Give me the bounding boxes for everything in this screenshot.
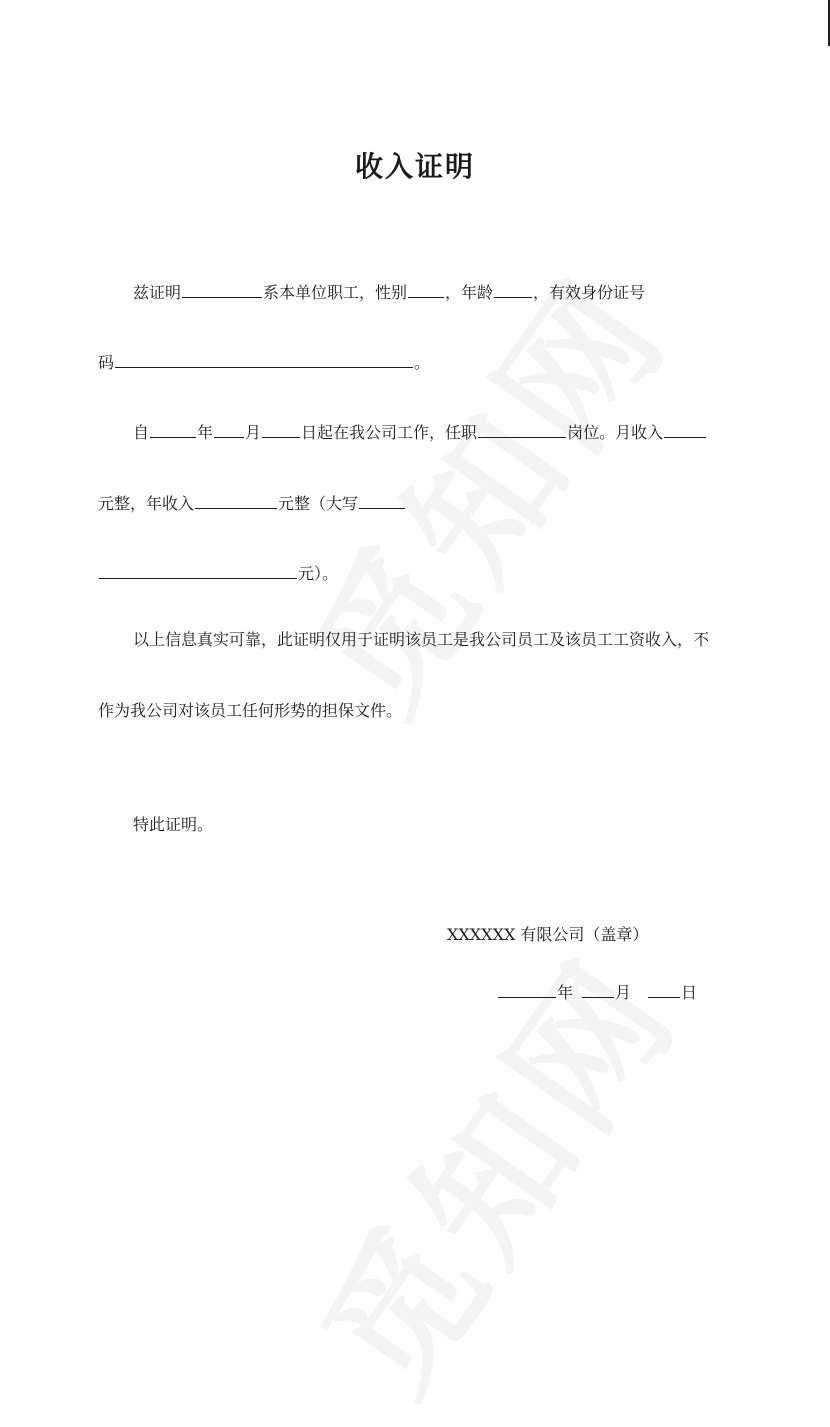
text-segment: 岗位。月收入: [567, 423, 664, 442]
paragraph-3-line-1: 以上信息真实可靠，此证明仅用于证明该员工是我公司员工及该员工工资收入，不: [133, 630, 710, 649]
text-segment: 月: [245, 423, 262, 442]
text-segment: 自: [133, 423, 150, 442]
position-blank[interactable]: [478, 421, 566, 438]
paragraph-1-line-1: [133, 281, 645, 305]
text-segment: 日起在我公司工作，任职: [301, 423, 478, 442]
start-month-blank[interactable]: [214, 421, 244, 438]
name-blank[interactable]: [182, 281, 262, 298]
text-segment: 年: [557, 983, 574, 1002]
closing-statement: 特此证明。: [133, 815, 214, 834]
text-segment: 元）。: [298, 564, 339, 583]
start-year-blank[interactable]: [150, 421, 196, 438]
paragraph-2-line-1: [133, 421, 707, 445]
text-segment: 月: [615, 983, 632, 1002]
sign-day-blank[interactable]: [648, 981, 680, 998]
paragraph-2-line-2: [98, 492, 406, 516]
document-title: 收入证明: [354, 150, 475, 183]
text-segment: 码: [98, 353, 115, 372]
paragraph-1-line-2: [98, 351, 430, 375]
gender-blank[interactable]: [408, 281, 444, 298]
annual-income-blank[interactable]: [195, 492, 277, 509]
text-segment: 日: [681, 983, 698, 1002]
text-segment: ，年龄: [445, 283, 494, 302]
paragraph-3-line-2: 作为我公司对该员工任何形势的担保文件。: [98, 701, 403, 720]
amount-in-words-blank-cont[interactable]: [99, 562, 297, 579]
company-signature: XXXXXX 有限公司（盖章）: [447, 925, 649, 944]
start-day-blank[interactable]: [262, 421, 300, 438]
text-segment: ，有效身份证号: [533, 283, 646, 302]
age-blank[interactable]: [494, 281, 532, 298]
watermark: [254, 229, 706, 746]
text-segment: 系本单位职工，性别: [263, 283, 408, 302]
sign-year-blank[interactable]: [498, 981, 556, 998]
sign-month-blank[interactable]: [582, 981, 614, 998]
amount-in-words-blank[interactable]: [359, 492, 405, 509]
paragraph-2-line-3: [98, 562, 338, 586]
text-segment: 。: [414, 353, 431, 372]
id-number-blank[interactable]: [115, 351, 413, 368]
text-segment: 元整（大写: [278, 494, 359, 513]
text-segment: 元整，年收入: [98, 494, 195, 513]
text-segment: 年: [197, 423, 214, 442]
text-segment: 兹证明: [133, 283, 182, 302]
monthly-income-blank[interactable]: [664, 421, 706, 438]
signature-date: [497, 981, 697, 1005]
